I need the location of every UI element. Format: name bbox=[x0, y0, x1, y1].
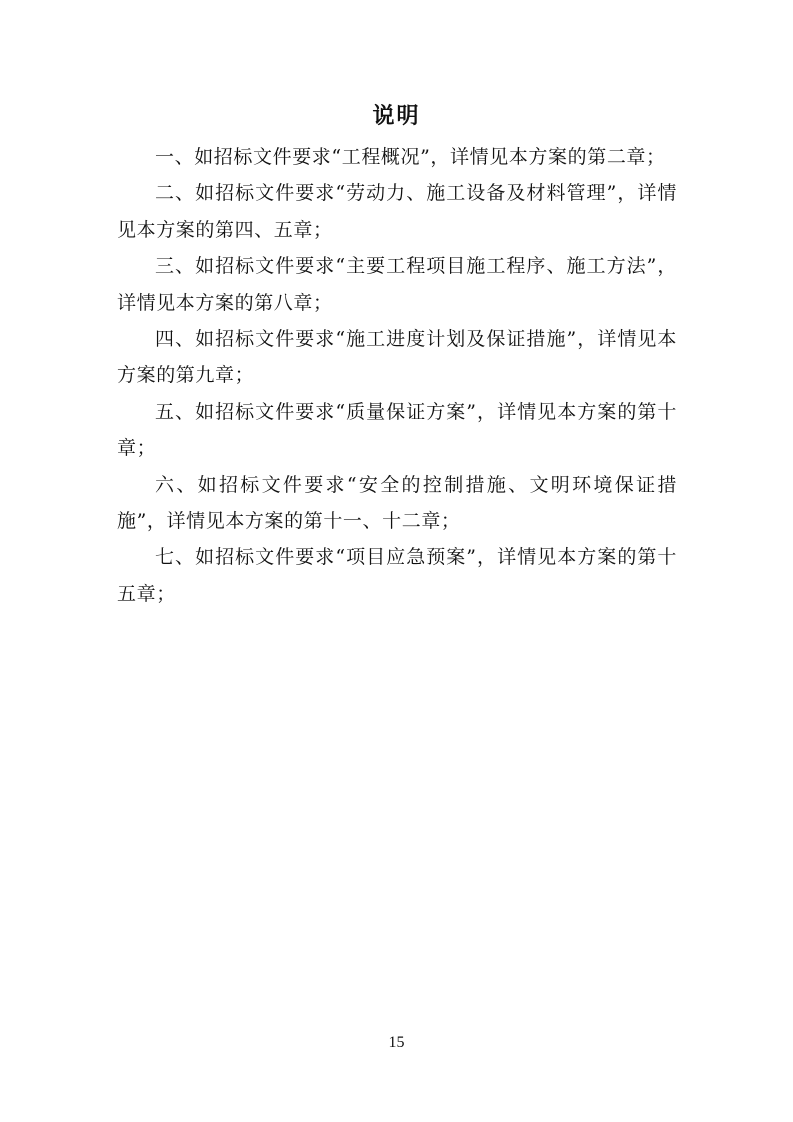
instruction-paragraph-5: 五、如招标文件要求“质量保证方案”，详情见本方案的第十章； bbox=[117, 400, 677, 460]
instruction-paragraph-4: 四、如招标文件要求“施工进度计划及保证措施”，详情见本方案的第九章； bbox=[117, 328, 677, 387]
page-title: 说明 bbox=[372, 103, 421, 129]
instruction-paragraph-3: 三、如招标文件要求“主要工程项目施工程序、施工方法”，详情见本方案的第八章； bbox=[117, 255, 677, 314]
instruction-paragraph-7: 七、如招标文件要求“项目应急预案”，详情见本方案的第十五章； bbox=[117, 546, 677, 605]
instruction-paragraph-2: 二、如招标文件要求“劳动力、施工设备及材料管理”，详情见本方案的第四、五章； bbox=[117, 182, 677, 241]
instruction-paragraph-6: 六、如招标文件要求“安全的控制措施、文明环境保证措施”，详情见本方案的第十一、十二章； bbox=[117, 473, 677, 533]
page-number: 15 bbox=[388, 1034, 405, 1051]
instruction-list bbox=[117, 139, 677, 612]
instruction-paragraph-1: 一、如招标文件要求“工程概况”，详情见本方案的第二章； bbox=[155, 146, 666, 168]
